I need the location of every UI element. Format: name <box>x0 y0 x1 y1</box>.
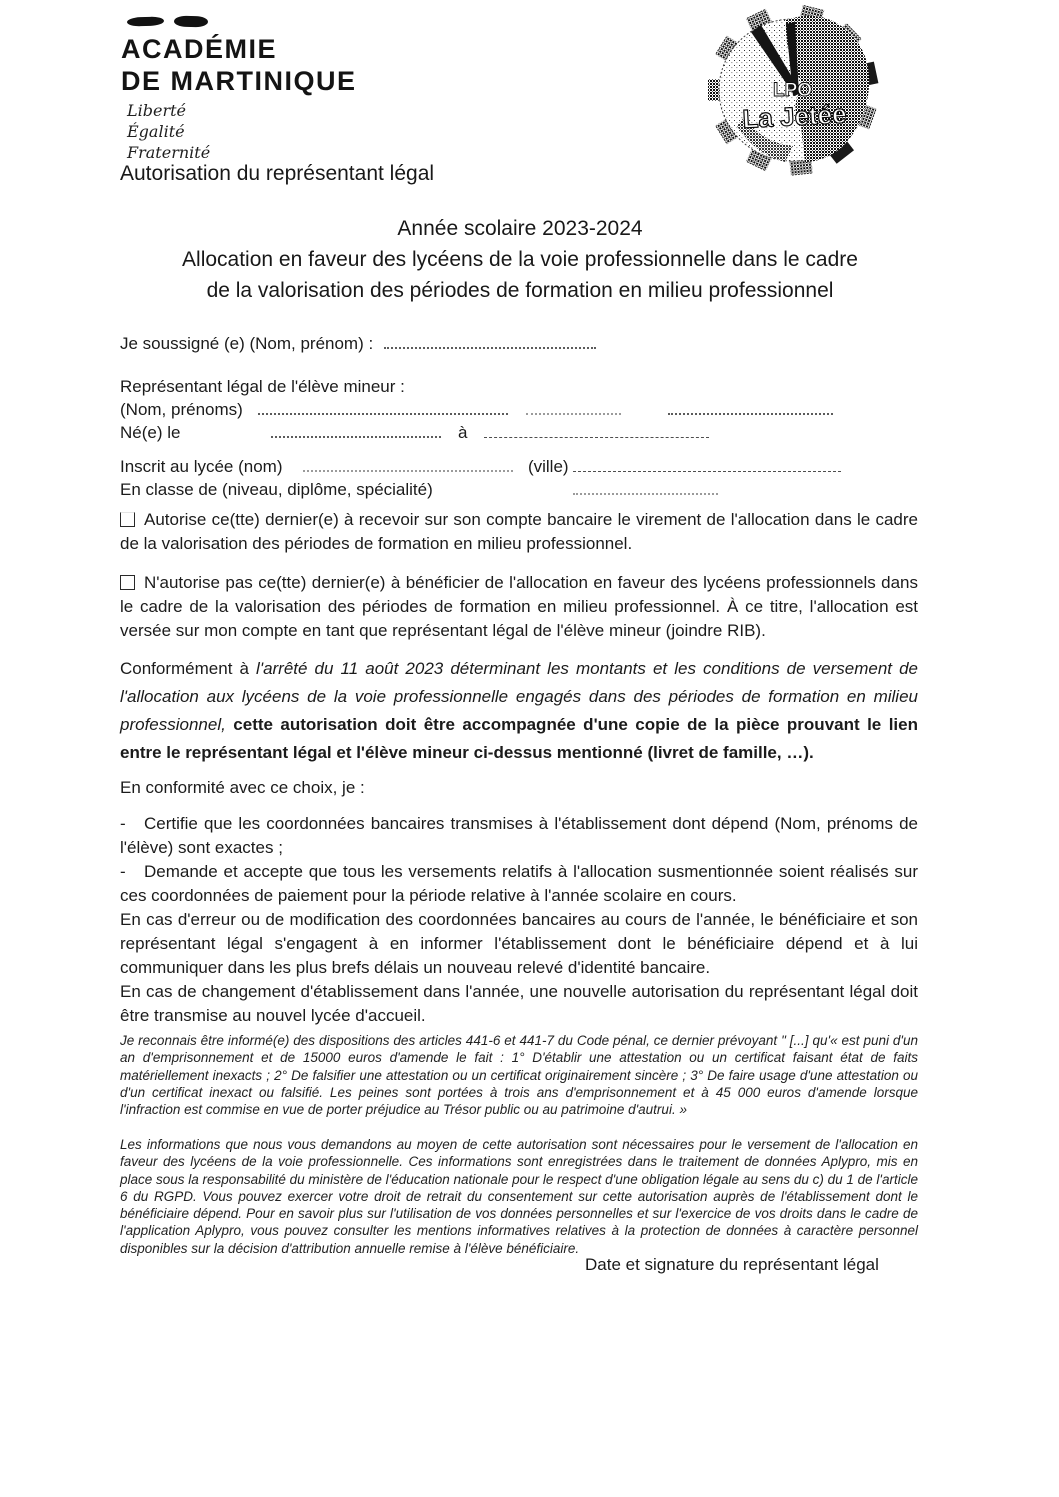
academy-line2: DE MARTINIQUE <box>121 66 357 96</box>
school-logo <box>693 4 893 178</box>
bullet-certifie-text: Certifie que les coordonnées bancaires transmises à l'établissement dont dépend (Nom, prénoms de l'élève) sont exactes ; <box>120 814 918 857</box>
classe-label: En classe de (niveau, diplôme, spécialité) <box>120 480 433 499</box>
paragraph-changement: En cas de changement d'établissement dans l'année, une nouvelle autorisation du représentant légal doit être transmise au nouvel lycée d'accueil. <box>120 982 918 1025</box>
logo-text-line1: LPO <box>773 80 813 101</box>
autorise-checkbox[interactable] <box>120 512 135 527</box>
ville-label: (ville) <box>527 457 569 476</box>
bullet-dash: - <box>120 862 126 881</box>
nom-prenoms-input-line[interactable] <box>668 400 833 415</box>
field-nom-prenoms <box>120 398 833 422</box>
scan-artifact <box>174 16 208 28</box>
nautorise-pas-checkbox[interactable] <box>120 575 135 590</box>
nom-prenoms-input-line[interactable] <box>526 400 621 415</box>
conformement-prefix: Conformément à <box>120 659 257 678</box>
signature-label: Date et signature du représentant légal <box>585 1255 879 1274</box>
school-logo-icon <box>693 4 893 178</box>
paragraph-erreur: En cas d'erreur ou de modification des coordonnées bancaires au cours de l'année, le bénéficiaire et son représentant légal s'engagent à en informer l'établissement dont le bénéficiaire dépend et à lui communiquer dans les plus brefs délais un nouveau relevé d'identité bancaire. <box>120 910 918 977</box>
title-allocation-line1: Allocation en faveur des lycéens de la voie professionnelle dans le cadre <box>182 248 858 271</box>
field-lycee <box>120 455 841 479</box>
autorise-text: Autorise ce(tte) dernier(e) à recevoir sur son compte bancaire le virement de l'allocation dans le cadre de la valorisation des périodes de formation en milieu professionnel. <box>120 510 918 553</box>
bullet-dash: - <box>120 814 126 833</box>
lycee-nom-input-line[interactable] <box>303 457 513 472</box>
bullet-demande <box>120 860 918 908</box>
ne-le-label: Né(e) le <box>120 423 181 442</box>
field-soussigne <box>120 332 596 356</box>
choix-intro: En conformité avec ce choix, je : <box>120 778 365 797</box>
scan-artifact <box>127 16 164 26</box>
motto-egalite: Égalité <box>127 122 185 141</box>
fine-print-rgpd: Les informations que nous vous demandons au moyen de cette autorisation sont nécessaires pour le versement de l'allocation en faveur des lycéens de la voie professionnelle. Ces informations sont enregistrées dans le traitement de données Aplypro, mis en place sous la responsabilité du ministère de l'éducation nationale pour le respect d'une obligation légale au sens du c) du 1 de l'article 6 du RGPD. Vous pouvez exercer votre droit de retrait du consentement sur cette autorisation auprès de l'établissement dont le bénéficiaire dépend. Pour en savoir plus sur l'utilisation de vos données personnelles et sur l'exercice de vos droits dans le cadre de l'application Aplypro, vous pouvez consulter les mentions informatives relatives à la protection de données à caractère personnel disponibles sur la décision d'attribution annuelle remise à l'élève bénéficiaire. <box>120 1137 918 1256</box>
choice-autorise <box>120 508 918 556</box>
title-school-year: Année scolaire 2023-2024 <box>397 217 643 240</box>
field-naissance <box>120 421 709 445</box>
nom-prenoms-label: (Nom, prénoms) <box>120 400 243 419</box>
lycee-label: Inscrit au lycée (nom) <box>120 457 283 476</box>
republic-motto <box>127 100 210 163</box>
classe-input-line[interactable] <box>573 480 718 495</box>
main-title <box>110 213 930 306</box>
field-classe <box>120 478 718 502</box>
bullet-demande-text: Demande et accepte que tous les versements relatifs à l'allocation susmentionnée soient réalisés sur ces coordonnées de paiement pour la période relative à l'année scolaire en cours. <box>120 862 918 905</box>
motto-liberte: Liberté <box>127 101 186 120</box>
ville-input-line[interactable] <box>573 458 841 472</box>
title-allocation-line2: de la valorisation des périodes de formation en milieu professionnel <box>206 279 834 302</box>
choice-nautorise-pas <box>120 571 918 643</box>
lieu-naissance-input-line[interactable] <box>484 424 709 438</box>
bullet-certifie <box>120 812 918 860</box>
representant-heading: Représentant légal de l'élève mineur : <box>120 377 405 396</box>
a-label: à <box>457 423 468 442</box>
soussigne-input-line[interactable] <box>384 334 596 349</box>
paragraph-conformement <box>120 655 918 767</box>
fine-print-code-penal: Je reconnais être informé(e) des dispositions des articles 441-6 et 441-7 du Code pénal, ce dernier prévoyant " [...] qu'« est puni d'un an d'emprisonnement et de 15000 euros d'amende le fait : 1° D'établir une attestation ou un certificat faisant état de faits matériellement inexacts ; 2° De falsifier une attestation ou un certificat originairement sincère ; 3° De faire usage d'une attestation ou d'un certificat inexact ou falsifié. Les peines sont portées à trois ans d'emprisonnement et à 45 000 euros d'amende lorsque l'infraction est commise en vue de porter préjudice au Trésor public ou au patrimoine d'autrui. » <box>120 1033 918 1118</box>
academy-name <box>121 33 357 97</box>
document-type: Autorisation du représentant légal <box>120 162 435 185</box>
soussigne-label: Je soussigné (e) (Nom, prénom) : <box>120 334 374 353</box>
motto-fraternite: Fraternité <box>127 143 211 162</box>
logo-text-line2: La Jetée <box>741 98 848 134</box>
nautorise-pas-text: N'autorise pas ce(tte) dernier(e) à bénéficier de l'allocation en faveur des lycéens professionnels dans le cadre de la valorisation des périodes de formation en milieu professionnel. À ce titre, l'allocation est versée sur mon compte en tant que représentant légal de l'élève mineur (joindre RIB). <box>120 573 918 640</box>
nom-prenoms-input-line[interactable] <box>258 400 508 415</box>
date-naissance-input-line[interactable] <box>271 423 441 438</box>
conformement-obligation: cette autorisation doit être accompagnée d'une copie de la pièce prouvant le lien entre le représentant légal et l'élève mineur ci-dessus mentionné (livret de famille, …). <box>120 715 918 762</box>
conformement-arrete: l'arrêté du 11 août 2023 déterminant les montants et les conditions de versement de l'allocation aux lycéens de la voie professionnelle engagés dans des périodes de formation en milieu professionnel, <box>120 659 918 734</box>
academy-line1: ACADÉMIE <box>121 34 278 64</box>
